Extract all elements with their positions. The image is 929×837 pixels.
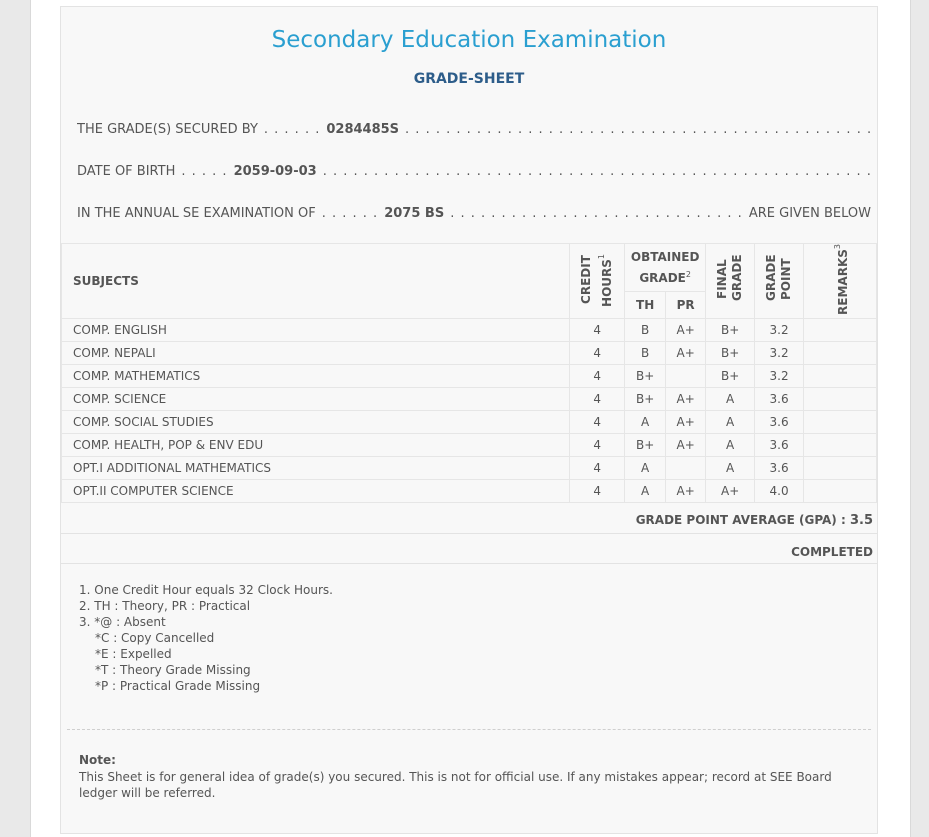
table-row — [62, 410, 877, 433]
credit-hours-header: CREDIT HOURS$^1$ — [570, 244, 625, 319]
exam-year-line — [77, 203, 871, 223]
gpa-label: GRADE POINT AVERAGE (GPA) : — [635, 513, 846, 527]
note-heading: Note: — [79, 753, 116, 767]
grade-point-cell: 3.2 — [755, 364, 804, 387]
dot-leader — [450, 206, 745, 221]
symbol-number: 0284485S — [326, 121, 400, 137]
remarks-cell — [804, 387, 877, 410]
dot-leader: . . . . . . — [321, 205, 379, 221]
credit-hours-cell: 4 — [570, 456, 625, 479]
gpa-summary — [636, 513, 873, 528]
secured-by-label: THE GRADE(S) SECURED BY — [77, 121, 258, 137]
practical-grade-cell — [666, 456, 706, 479]
remarks-cell — [804, 456, 877, 479]
footnote-3-copy-cancelled: *C : Copy Cancelled — [95, 631, 215, 645]
remarks-cell — [804, 433, 877, 456]
final-grade-cell: B+ — [706, 341, 755, 364]
footnotes — [79, 582, 333, 694]
final-grade-cell: A — [706, 433, 755, 456]
grade-point-cell: 3.6 — [755, 410, 804, 433]
remarks-cell — [804, 364, 877, 387]
practical-grade-cell: A+ — [666, 479, 706, 502]
grade-point-cell: 3.2 — [755, 341, 804, 364]
credit-hours-cell: 4 — [570, 387, 625, 410]
dob-label: DATE OF BIRTH — [77, 163, 176, 179]
practical-grade-cell — [666, 364, 706, 387]
subject-cell: COMP. HEALTH, POP & ENV EDU — [62, 433, 570, 456]
credit-hours-cell: 4 — [570, 318, 625, 341]
practical-grade-cell: A+ — [666, 410, 706, 433]
obtained-grade-header: OBTAINED GRADE$^2$ — [625, 244, 706, 292]
theory-grade-cell: A — [625, 479, 666, 502]
secured-by-line — [77, 119, 871, 139]
table-row — [62, 479, 877, 502]
grade-point-cell: 4.0 — [755, 479, 804, 502]
remarks-cell — [804, 318, 877, 341]
theory-grade-cell: B — [625, 341, 666, 364]
final-grade-cell: B+ — [706, 364, 755, 387]
divider — [61, 563, 877, 564]
sheet-title: GRADE-SHEET — [413, 71, 525, 87]
exam-tail: ARE GIVEN BELOW — [748, 205, 871, 221]
gpa-value: 3.5 — [849, 513, 873, 528]
theory-grade-cell: A — [625, 410, 666, 433]
grade-point-cell: 3.6 — [755, 433, 804, 456]
grade-point-cell: 3.2 — [755, 318, 804, 341]
theory-grade-cell: B+ — [625, 387, 666, 410]
subject-cell: COMP. NEPALI — [62, 341, 570, 364]
remarks-cell — [804, 479, 877, 502]
dot-leader — [323, 164, 871, 179]
table-row — [62, 387, 877, 410]
practical-header: PR — [666, 292, 706, 319]
grade-point-cell: 3.6 — [755, 387, 804, 410]
final-grade-cell: A+ — [706, 479, 755, 502]
dot-leader: . . . . . . — [263, 121, 321, 137]
final-grade-cell: A — [706, 387, 755, 410]
practical-grade-cell: A+ — [666, 387, 706, 410]
dob-value: 2059-09-03 — [233, 163, 317, 179]
theory-grade-cell: B+ — [625, 364, 666, 387]
table-row — [62, 433, 877, 456]
note-body: This Sheet is for general idea of grade(s) you secured. This is not for official use. If any mistakes appear; record at SEE Board ledger will be referred. — [79, 770, 832, 800]
table-row — [62, 318, 877, 341]
footnote-3-expelled: *E : Expelled — [95, 647, 172, 661]
practical-grade-cell: A+ — [666, 341, 706, 364]
remarks-cell — [804, 410, 877, 433]
dot-leader: . . . . . — [181, 163, 228, 179]
credit-hours-cell: 4 — [570, 364, 625, 387]
subject-cell: COMP. SCIENCE — [62, 387, 570, 410]
table-row — [62, 456, 877, 479]
final-grade-cell: B+ — [706, 318, 755, 341]
theory-grade-cell: B — [625, 318, 666, 341]
table-row — [62, 341, 877, 364]
date-of-birth-line — [77, 161, 871, 181]
grade-point-header: GRADE POINT — [755, 244, 804, 319]
final-grade-cell: A — [706, 456, 755, 479]
theory-grade-cell: A — [625, 456, 666, 479]
exam-title: Secondary Education Examination — [271, 27, 667, 53]
subject-cell: OPT.II COMPUTER SCIENCE — [62, 479, 570, 502]
grades-table — [61, 243, 877, 503]
remarks-cell — [804, 341, 877, 364]
exam-label: IN THE ANNUAL SE EXAMINATION OF — [77, 205, 316, 221]
practical-grade-cell: A+ — [666, 433, 706, 456]
footnote-3: 3. *@ : Absent — [79, 615, 166, 629]
footnote-1: 1. One Credit Hour equals 32 Clock Hours. — [79, 583, 333, 597]
grade-sheet — [60, 6, 878, 834]
credit-hours-cell: 4 — [570, 410, 625, 433]
footnote-3-practical-missing: *P : Practical Grade Missing — [95, 679, 261, 693]
result-status: COMPLETED — [791, 545, 873, 559]
final-grade-header: FINAL GRADE — [706, 244, 755, 319]
subjects-header: SUBJECTS — [62, 244, 570, 319]
subject-cell: COMP. ENGLISH — [62, 318, 570, 341]
dashed-divider — [67, 729, 871, 730]
grade-point-cell: 3.6 — [755, 456, 804, 479]
credit-hours-cell: 4 — [570, 341, 625, 364]
theory-header: TH — [625, 292, 666, 319]
theory-grade-cell: B+ — [625, 433, 666, 456]
footnote-3-theory-missing: *T : Theory Grade Missing — [95, 663, 251, 677]
exam-year-value: 2075 BS — [384, 205, 445, 221]
final-grade-cell: A — [706, 410, 755, 433]
dot-leader — [405, 122, 871, 137]
divider — [61, 533, 877, 534]
subject-cell: COMP. MATHEMATICS — [62, 364, 570, 387]
subject-cell: COMP. SOCIAL STUDIES — [62, 410, 570, 433]
footnote-2: 2. TH : Theory, PR : Practical — [79, 599, 251, 613]
credit-hours-cell: 4 — [570, 433, 625, 456]
remarks-header: REMARKS$^3$ — [804, 244, 877, 319]
subject-cell: OPT.I ADDITIONAL MATHEMATICS — [62, 456, 570, 479]
table-row — [62, 364, 877, 387]
credit-hours-cell: 4 — [570, 479, 625, 502]
practical-grade-cell: A+ — [666, 318, 706, 341]
